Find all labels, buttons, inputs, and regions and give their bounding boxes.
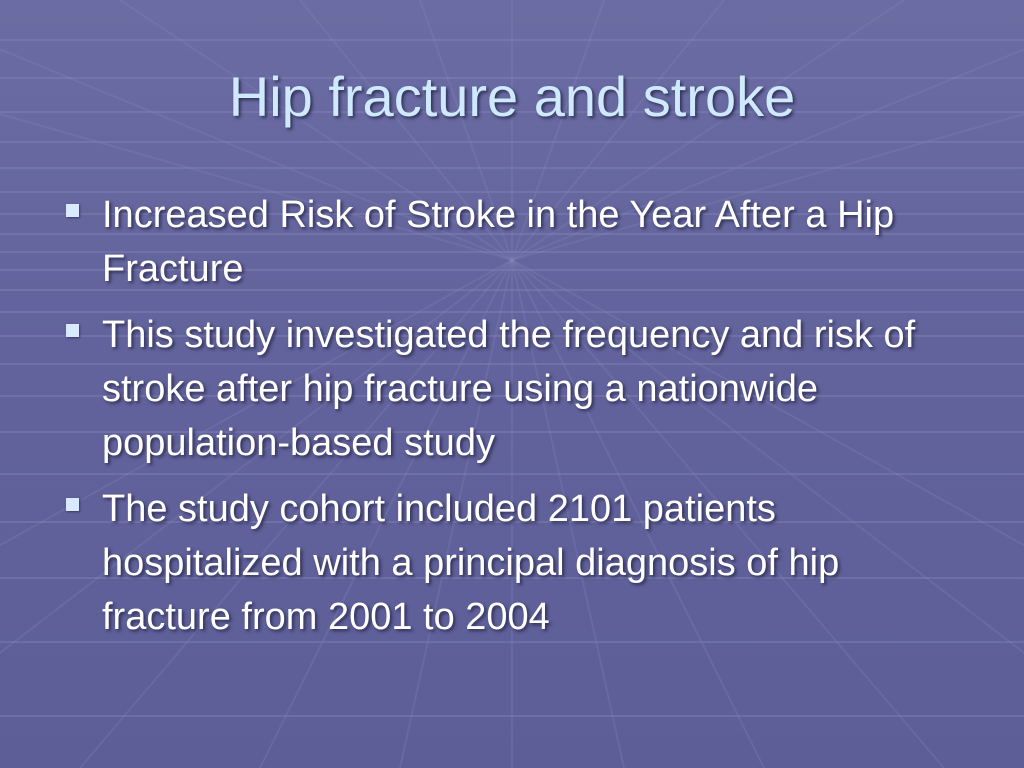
bullet-item bbox=[62, 188, 962, 296]
bullet-text: The study cohort included 2101 patients hospitalized with a principal diagnosis of hip fracture from 2001 to 2004 bbox=[102, 488, 840, 638]
bullet-list bbox=[62, 188, 962, 656]
bullet-text: Increased Risk of Stroke in the Year After a Hip Fracture bbox=[102, 194, 895, 290]
slide-title: Hip fracture and stroke bbox=[228, 65, 796, 128]
square-bullet-icon bbox=[66, 324, 79, 337]
bullet-text: This study investigated the frequency and risk of stroke after hip fracture using a nationwide population-based study bbox=[102, 314, 916, 464]
bullet-item bbox=[62, 482, 962, 644]
square-bullet-icon bbox=[66, 204, 79, 217]
square-bullet-icon bbox=[66, 498, 79, 511]
bullet-item bbox=[62, 308, 962, 470]
